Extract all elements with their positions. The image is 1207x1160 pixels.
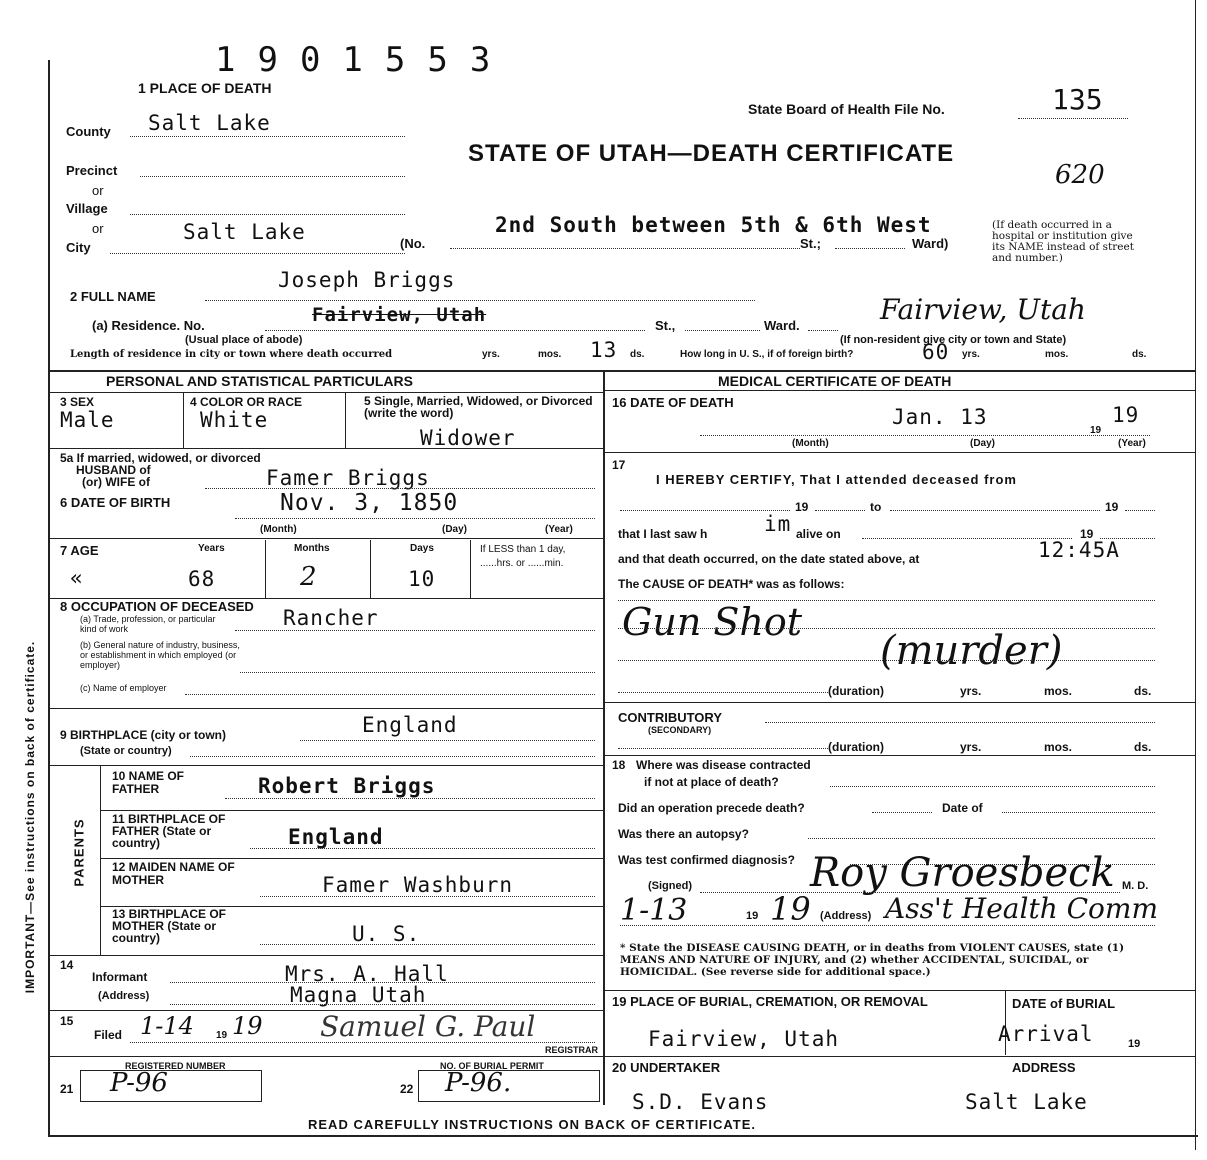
age-days-label: Days — [410, 543, 434, 554]
spouse-label-3: (or) WIFE of — [82, 475, 150, 489]
birthplace-value: England — [362, 713, 458, 737]
informant-address-label: (Address) — [98, 990, 150, 1002]
undertaker-label: 20 UNDERTAKER — [612, 1060, 721, 1075]
certificate-number: 1901553 — [215, 40, 513, 80]
duration-ds-1: ds. — [1134, 684, 1152, 698]
duration-label-2: (duration) — [828, 740, 884, 754]
age-less-label: If LESS than 1 day, ......hrs. or ......min. — [480, 544, 566, 569]
residence-ward-label: Ward. — [764, 318, 800, 333]
reg-no-label: REGISTERED NUMBER — [125, 1061, 226, 1071]
length-mos-value: 13 — [590, 338, 618, 362]
length-mos-label: mos. — [538, 349, 562, 360]
last-saw-value: im — [764, 512, 792, 536]
death-day-label: (Day) — [970, 438, 996, 449]
mother-label: 12 MAIDEN NAME OF MOTHER — [112, 860, 235, 887]
age-years-value: 68 — [188, 567, 216, 591]
death-year-label: (Year) — [1118, 438, 1146, 449]
certify-to: to — [870, 500, 882, 514]
burial-permit-prefix: 22 — [400, 1082, 414, 1096]
sex-value: Male — [60, 408, 115, 432]
filed-year: 19 — [232, 1012, 263, 1040]
length-label: Length of residence in city or town where death occurred — [70, 349, 393, 360]
burial-place-value: Fairview, Utah — [648, 1027, 840, 1051]
filed-19-label: 19 — [216, 1030, 228, 1041]
physician-signature: Roy Groesbeck — [810, 850, 1115, 896]
side-instructions-note: IMPORTANT—See instructions on back of certificate. — [23, 640, 37, 994]
hospital-note: (If death occurred in a hospital or institution give its NAME instead of street and number.) — [992, 219, 1134, 264]
undertaker-address-value: Salt Lake — [965, 1090, 1088, 1114]
residence-struck: Fairview, Utah — [312, 304, 487, 326]
test-confirmed-label: Was test confirmed diagnosis? — [618, 853, 795, 867]
father-bp-value: England — [288, 825, 384, 849]
mother-bp-label: 13 BIRTHPLACE OF MOTHER (State or country) — [112, 907, 227, 945]
burial-19: 19 — [1128, 1038, 1141, 1050]
duration-label-1: (duration) — [828, 684, 884, 698]
occupation-a-label: (a) Trade, profession, or particular kind of work — [80, 614, 216, 634]
burial-date-value: Arrival — [998, 1022, 1094, 1046]
length-yrs-label: yrs. — [482, 349, 500, 360]
mother-value: Famer Washburn — [322, 873, 514, 897]
sign-address-label: (Address) — [820, 910, 872, 922]
footer-instructions: READ CAREFULLY INSTRUCTIONS ON BACK OF CERTIFICATE. — [308, 1117, 756, 1132]
secondary-label: (SECONDARY) — [648, 725, 712, 735]
sex-label: 3 SEX — [60, 395, 95, 409]
where-contracted-label: Where was disease contracted — [636, 758, 811, 772]
extra-number: 620 — [1055, 160, 1105, 190]
burial-place-label: 19 PLACE OF BURIAL, CREMATION, OR REMOVAL — [612, 994, 928, 1009]
us-yrs-label: yrs. — [962, 349, 980, 360]
us-label: How long in U. S., if of foreign birth? — [680, 349, 854, 360]
full-name-value: Joseph Briggs — [278, 268, 456, 292]
ward-label: Ward) — [912, 236, 949, 251]
registrar-label: REGISTRAR — [545, 1045, 599, 1055]
cause-line-2: (murder) — [880, 628, 1063, 674]
spouse-value: Famer Briggs — [266, 466, 430, 490]
last-saw-label: that I last saw h — [618, 527, 708, 541]
or-label-1: or — [92, 183, 104, 198]
filed-label: Filed — [94, 1028, 123, 1042]
death-year-prefix: 19 — [1090, 425, 1102, 436]
certify-19a: 19 — [795, 500, 809, 514]
informant-label: Informant — [92, 970, 148, 984]
n17-label: 17 — [612, 458, 626, 472]
age-days-value: 10 — [408, 567, 436, 591]
residence-st-label: St., — [655, 318, 676, 333]
residence-note: (If non-resident give city or town and State) — [840, 334, 1067, 346]
race-label: 4 COLOR OR RACE — [190, 395, 303, 409]
length-ds-label: ds. — [630, 349, 645, 360]
occupation-c-label: (c) Name of employer — [80, 683, 167, 693]
date-of-label: Date of — [942, 801, 983, 815]
county-label: County — [66, 124, 111, 139]
dob-month-label: (Month) — [260, 524, 297, 535]
undertaker-value: S.D. Evans — [632, 1090, 769, 1114]
city-value: Salt Lake — [183, 220, 306, 244]
duration-mos-2: mos. — [1044, 740, 1073, 754]
death-date-value: Jan. 13 — [892, 405, 988, 429]
file-no-label: State Board of Health File No. — [748, 101, 945, 117]
death-year-value: 19 — [1112, 403, 1140, 427]
birthplace-label: 9 BIRTHPLACE (city or town) — [60, 728, 227, 742]
death-date-label: 16 DATE OF DEATH — [612, 395, 734, 410]
md-label: M. D. — [1122, 880, 1149, 892]
age-label: 7 AGE — [60, 543, 99, 558]
cause-footnote: * State the DISEASE CAUSING DEATH, or in deaths from VIOLENT CAUSES, state (1) MEANS AND NATURE OF INJURY, and (2) whether ACCIDENTAL, SUICIDAL, or HOMICIDAL. (See reverse side for additional space.) — [620, 942, 1125, 978]
us-mos-label: mos. — [1045, 349, 1069, 360]
undertaker-address-label: ADDRESS — [1012, 1060, 1076, 1075]
occupation-b-label: (b) General nature of industry, business, or establishment in which employed (or employer) — [80, 640, 240, 670]
file-no: 135 — [1052, 83, 1103, 116]
duration-yrs-1: yrs. — [960, 684, 982, 698]
sign-address-value: Ass't Health Comm — [885, 892, 1159, 925]
dob-year-label: (Year) — [545, 524, 573, 535]
operation-label: Did an operation precede death? — [618, 801, 805, 815]
father-label: 10 NAME OF FATHER — [112, 769, 185, 796]
duration-yrs-2: yrs. — [960, 740, 982, 754]
filed-date: 1-14 — [140, 1012, 194, 1040]
parents-label: PARENTS — [71, 818, 87, 887]
street-value: 2nd South between 5th & 6th West — [495, 213, 932, 237]
birthplace-sub-label: (State or country) — [80, 745, 172, 757]
county-value: Salt Lake — [148, 111, 271, 135]
occupation-value: Rancher — [283, 606, 379, 630]
spouse-label-2: HUSBAND of — [76, 463, 151, 477]
signed-label: (Signed) — [648, 880, 692, 892]
duration-ds-2: ds. — [1134, 740, 1152, 754]
place-of-death-label: 1 PLACE OF DEATH — [138, 80, 272, 96]
informant-address-value: Magna Utah — [290, 983, 427, 1007]
personal-section-title: PERSONAL AND STATISTICAL PARTICULARS — [106, 373, 413, 389]
burial-permit-label: NO. OF BURIAL PERMIT — [440, 1061, 544, 1071]
death-time-value: 12:45A — [1038, 538, 1120, 562]
contributory-label: CONTRIBUTORY — [618, 710, 722, 725]
death-month-label: (Month) — [792, 438, 829, 449]
occupation-label: 8 OCCUPATION OF DECEASED — [60, 599, 254, 614]
reg-no-value: P-96 — [110, 1068, 168, 1098]
autopsy-label: Was there an autopsy? — [618, 827, 749, 841]
or-label-2: or — [92, 221, 104, 236]
us-value: 60 — [922, 340, 950, 364]
age-mark: « — [70, 566, 84, 590]
dob-day-label: (Day) — [442, 524, 468, 535]
spouse-label-1: 5a If married, widowed, or divorced — [60, 451, 261, 465]
form-title: STATE OF UTAH—DEATH CERTIFICATE — [468, 140, 955, 167]
age-months-label: Months — [294, 543, 330, 554]
certify-19b: 19 — [1105, 500, 1119, 514]
certify-label: I HEREBY CERTIFY, That I attended deceased from — [656, 472, 1017, 487]
burial-date-label: DATE of BURIAL — [1012, 996, 1116, 1011]
city-label: City — [66, 240, 91, 255]
village-label: Village — [66, 201, 108, 216]
sign-year-value: 19 — [770, 890, 811, 928]
cause-label: The CAUSE OF DEATH* was as follows: — [618, 577, 845, 591]
full-name-label: 2 FULL NAME — [70, 289, 156, 304]
residence-label: (a) Residence. No. — [92, 318, 205, 333]
medical-section-title: MEDICAL CERTIFICATE OF DEATH — [718, 373, 952, 389]
duration-mos-1: mos. — [1044, 684, 1073, 698]
st-label: St.; — [800, 236, 821, 251]
street-no-label: (No. — [400, 236, 426, 251]
alive-19: 19 — [1080, 527, 1094, 541]
father-bp-label: 11 BIRTHPLACE OF FATHER (State or country) — [112, 812, 226, 850]
reg-no-prefix: 21 — [60, 1082, 74, 1096]
marital-label: 5 Single, Married, Widowed, or Divorced (write the word) — [364, 394, 593, 420]
sign-date-value: 1-13 — [620, 893, 688, 928]
marital-value: Widower — [420, 426, 516, 450]
informant-number: 14 — [60, 958, 74, 972]
residence-alt-value: Fairview, Utah — [880, 293, 1086, 326]
registrar-signature: Samuel G. Paul — [320, 1010, 536, 1043]
mother-bp-value: U. S. — [352, 922, 421, 946]
n18-label: 18 — [612, 758, 626, 772]
dob-label: 6 DATE OF BIRTH — [60, 495, 171, 510]
sign-19: 19 — [746, 910, 759, 922]
cause-line-1: Gun Shot — [622, 600, 803, 644]
burial-permit-value: P-96. — [445, 1068, 512, 1098]
race-value: White — [200, 408, 269, 432]
alive-on-label: alive on — [796, 527, 841, 541]
filed-number: 15 — [60, 1014, 74, 1028]
not-place-label: if not at place of death? — [644, 775, 779, 789]
father-value: Robert Briggs — [258, 774, 436, 798]
age-months-value: 2 — [300, 562, 317, 592]
age-years-label: Years — [198, 543, 225, 554]
dob-value: Nov. 3, 1850 — [280, 490, 459, 516]
precinct-label: Precinct — [66, 163, 118, 178]
death-occurred-label: and that death occurred, on the date stated above, at — [618, 552, 920, 566]
abode-label: (Usual place of abode) — [185, 334, 303, 346]
informant-value: Mrs. A. Hall — [285, 962, 449, 986]
us-ds-label: ds. — [1132, 349, 1147, 360]
